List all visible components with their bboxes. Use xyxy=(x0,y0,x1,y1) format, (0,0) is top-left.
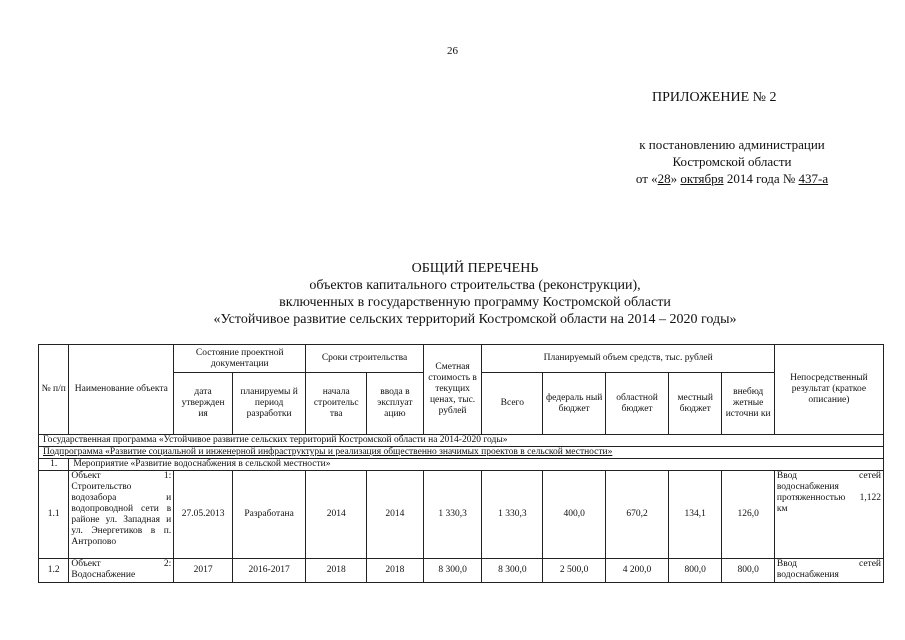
header-docs-planned: планируемы й период разработки xyxy=(232,373,305,435)
row-num: 1.2 xyxy=(39,559,69,583)
measure-text: Мероприятие «Развитие водоснабжения в сельской местности» xyxy=(69,459,884,471)
measure-num: 1. xyxy=(39,459,69,471)
row-commission: 2018 xyxy=(367,559,424,583)
decree-month: октября xyxy=(680,171,724,186)
row-num: 1.1 xyxy=(39,471,69,559)
decree-mid-2: 2014 года № xyxy=(723,171,799,186)
decree-mid-1: » xyxy=(670,171,681,186)
row-regional: 670,2 xyxy=(606,471,669,559)
header-funds-extra: внебюд жетные источни ки xyxy=(722,373,774,435)
decree-line-3 xyxy=(600,170,864,187)
row-name: Объект 1: Строительство водозабора и водопроводной сети в районе ул. Западная и ул. Энергетиков в п. Антропово xyxy=(69,471,174,559)
header-num: № п/п xyxy=(39,345,69,435)
table-row xyxy=(39,471,884,559)
decree-prefix: от « xyxy=(635,171,658,186)
header-terms-start: начала строительс тва xyxy=(306,373,367,435)
header-docs-group: Состояние проектной документации xyxy=(174,345,306,373)
row-estimate: 8 300,0 xyxy=(423,559,482,583)
measure-row xyxy=(39,459,884,471)
row-extra: 126,0 xyxy=(722,471,774,559)
program-cell: Государственная программа «Устойчивое развитие сельских территорий Костромской области на 2014-2020 годы» xyxy=(39,435,884,447)
heading-title: ОБЩИЙ ПЕРЕЧЕНЬ xyxy=(411,261,539,276)
row-result: Ввод сетей водоснабжения xyxy=(774,559,883,583)
row-total: 1 330,3 xyxy=(482,471,543,559)
row-federal: 400,0 xyxy=(543,471,606,559)
header-result: Непосредственный результат (краткое описание) xyxy=(774,345,883,435)
document-heading xyxy=(40,260,905,328)
subprogram-cell xyxy=(39,447,884,459)
heading-line-4: «Устойчивое развитие сельских территорий Костромской области на 2014 – 2020 годы» xyxy=(213,312,737,327)
row-name: Объект 2: Водоснабжение xyxy=(69,559,174,583)
heading-line-3: включенных в государственную программу Костромской области xyxy=(279,295,671,310)
row-regional: 4 200,0 xyxy=(606,559,669,583)
header-estimate: Сметная стоимость в текущих ценах, тыс. рублей xyxy=(423,345,482,435)
row-commission: 2014 xyxy=(367,471,424,559)
appendix-title: ПРИЛОЖЕНИЕ № 2 xyxy=(652,90,777,105)
row-result: Ввод сетей водоснабжения протяженностью 1,122 км xyxy=(774,471,883,559)
header-name: Наименование объекта xyxy=(69,345,174,435)
subprogram-text: Подпрограмма «Развитие социальной и инженерной инфраструктуры и реализация общественно значимых проектов в сельской местности» xyxy=(43,447,613,457)
row-federal: 2 500,0 xyxy=(543,559,606,583)
header-funds-local: местный бюджет xyxy=(669,373,722,435)
header-funds-total: Всего xyxy=(482,373,543,435)
row-extra: 800,0 xyxy=(722,559,774,583)
row-planned: Разработана xyxy=(232,471,305,559)
header-docs-date: дата утвержден ия xyxy=(174,373,233,435)
header-row-1 xyxy=(39,345,884,373)
row-local: 800,0 xyxy=(669,559,722,583)
decree-number: 437-а xyxy=(798,171,829,186)
decree-line-2: Костромской области xyxy=(672,154,792,169)
objects-table xyxy=(38,344,884,583)
row-planned: 2016-2017 xyxy=(232,559,305,583)
table-row xyxy=(39,559,884,583)
header-funds-federal: федераль ный бюджет xyxy=(543,373,606,435)
row-date: 27.05.2013 xyxy=(174,471,233,559)
decree-line-1: к постановлению администрации xyxy=(639,137,825,152)
row-local: 134,1 xyxy=(669,471,722,559)
subprogram-row xyxy=(39,447,884,459)
row-start: 2014 xyxy=(306,471,367,559)
row-date: 2017 xyxy=(174,559,233,583)
header-terms-group: Сроки строительства xyxy=(306,345,423,373)
row-estimate: 1 330,3 xyxy=(423,471,482,559)
decree-day: 28 xyxy=(657,171,671,186)
header-funds-regional: областной бюджет xyxy=(606,373,669,435)
row-total: 8 300,0 xyxy=(482,559,543,583)
program-row xyxy=(39,435,884,447)
row-start: 2018 xyxy=(306,559,367,583)
decree-reference xyxy=(600,136,864,187)
header-terms-commission: ввода в эксплуат ацию xyxy=(367,373,424,435)
header-funds-group: Планируемый объем средств, тыс. рублей xyxy=(482,345,774,373)
heading-line-2: объектов капитального строительства (реконструкции), xyxy=(309,278,641,293)
page-number: 26 xyxy=(447,45,458,57)
